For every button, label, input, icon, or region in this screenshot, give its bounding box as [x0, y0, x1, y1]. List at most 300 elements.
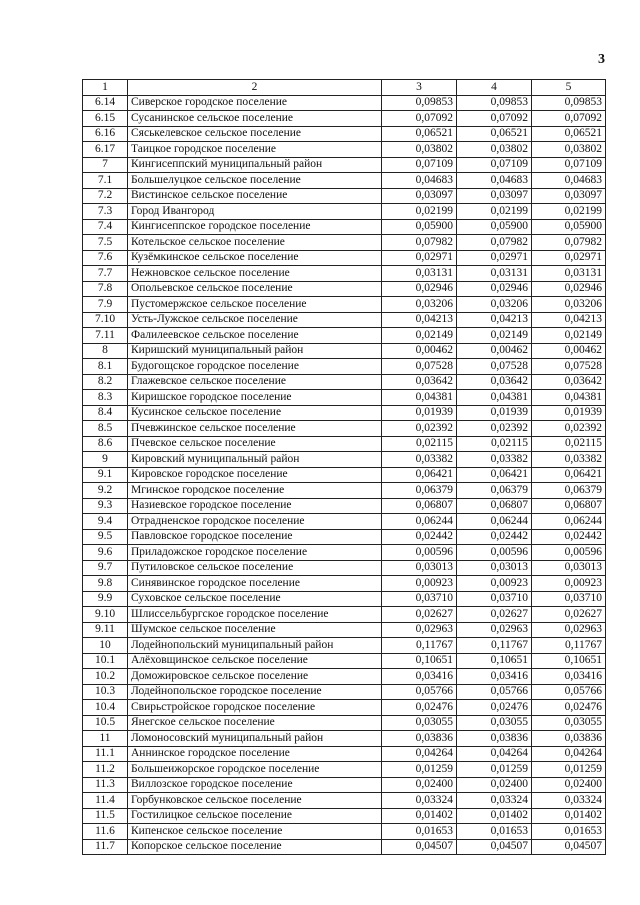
table-row [83, 328, 606, 344]
header-row [83, 80, 606, 96]
table-row [83, 266, 606, 282]
value-col-5: 0,03013 [532, 560, 606, 576]
value-col-5: 0,03206 [532, 297, 606, 313]
value-col-5: 0,03324 [532, 793, 606, 809]
value-col-3: 0,07109 [382, 157, 457, 173]
value-col-3: 0,03324 [382, 793, 457, 809]
value-col-5: 0,09853 [532, 95, 606, 111]
value-col-4: 0,06244 [457, 514, 532, 530]
value-col-3: 0,03131 [382, 266, 457, 282]
row-number: 9.9 [83, 591, 128, 607]
value-col-3: 0,02946 [382, 281, 457, 297]
value-col-3: 0,05900 [382, 219, 457, 235]
row-number: 6.16 [83, 126, 128, 142]
row-number: 8.1 [83, 359, 128, 375]
value-col-4: 0,06421 [457, 467, 532, 483]
table-row [83, 483, 606, 499]
header-col-4: 4 [457, 80, 532, 96]
settlement-name: Нежновское сельское поселение [128, 266, 382, 282]
value-col-5: 0,04213 [532, 312, 606, 328]
value-col-4: 0,01259 [457, 762, 532, 778]
row-number: 6.14 [83, 95, 128, 111]
value-col-5: 0,03097 [532, 188, 606, 204]
row-number: 9.1 [83, 467, 128, 483]
row-number: 7.2 [83, 188, 128, 204]
table-row [83, 545, 606, 561]
row-number: 10 [83, 638, 128, 654]
row-number: 10.4 [83, 700, 128, 716]
value-col-4: 0,11767 [457, 638, 532, 654]
value-col-4: 0,06521 [457, 126, 532, 142]
settlement-name: Кузёмкинское сельское поселение [128, 250, 382, 266]
value-col-3: 0,01259 [382, 762, 457, 778]
value-col-3: 0,02400 [382, 777, 457, 793]
value-col-3: 0,03642 [382, 374, 457, 390]
value-col-4: 0,03710 [457, 591, 532, 607]
table-row [83, 95, 606, 111]
value-col-5: 0,01939 [532, 405, 606, 421]
value-col-4: 0,02115 [457, 436, 532, 452]
table-row [83, 591, 606, 607]
value-col-3: 0,02963 [382, 622, 457, 638]
table-row [83, 436, 606, 452]
value-col-4: 0,03324 [457, 793, 532, 809]
value-col-3: 0,03416 [382, 669, 457, 685]
value-col-3: 0,05766 [382, 684, 457, 700]
value-col-3: 0,06244 [382, 514, 457, 530]
table-row [83, 111, 606, 127]
row-number: 7.9 [83, 297, 128, 313]
value-col-4: 0,07109 [457, 157, 532, 173]
row-number: 9.6 [83, 545, 128, 561]
table-row [83, 281, 606, 297]
row-number: 9.2 [83, 483, 128, 499]
header-col-1: 1 [83, 80, 128, 96]
value-col-3: 0,03206 [382, 297, 457, 313]
value-col-5: 0,06244 [532, 514, 606, 530]
value-col-4: 0,03802 [457, 142, 532, 158]
table-row [83, 684, 606, 700]
row-number: 9 [83, 452, 128, 468]
value-col-5: 0,02400 [532, 777, 606, 793]
row-number: 11.6 [83, 824, 128, 840]
value-col-5: 0,02149 [532, 328, 606, 344]
value-col-5: 0,07092 [532, 111, 606, 127]
settlement-name: Киришский муниципальный район [128, 343, 382, 359]
value-col-5: 0,07528 [532, 359, 606, 375]
table-row [83, 421, 606, 437]
settlement-name: Гостилицкое сельское поселение [128, 808, 382, 824]
table-row [83, 824, 606, 840]
value-col-3: 0,04381 [382, 390, 457, 406]
row-number: 6.17 [83, 142, 128, 158]
table-row [83, 235, 606, 251]
settlement-name: Павловское городское поселение [128, 529, 382, 545]
settlement-name: Большеижорское городское поселение [128, 762, 382, 778]
value-col-4: 0,03642 [457, 374, 532, 390]
row-number: 11.7 [83, 839, 128, 855]
value-col-5: 0,02115 [532, 436, 606, 452]
value-col-4: 0,03131 [457, 266, 532, 282]
table-row [83, 173, 606, 189]
settlement-name: Кипенское сельское поселение [128, 824, 382, 840]
table-row [83, 529, 606, 545]
table-row [83, 343, 606, 359]
row-number: 11.5 [83, 808, 128, 824]
table-row [83, 452, 606, 468]
settlement-name: Шлиссельбургское городское поселение [128, 607, 382, 623]
value-col-5: 0,02199 [532, 204, 606, 220]
row-number: 8.4 [83, 405, 128, 421]
value-col-3: 0,11767 [382, 638, 457, 654]
settlement-name: Кингисеппский муниципальный район [128, 157, 382, 173]
value-col-3: 0,04213 [382, 312, 457, 328]
table-row [83, 374, 606, 390]
value-col-5: 0,04264 [532, 746, 606, 762]
table-row [83, 700, 606, 716]
table-row [83, 157, 606, 173]
settlement-name: Таицкое городское поселение [128, 142, 382, 158]
settlement-name: Город Ивангород [128, 204, 382, 220]
settlement-name: Кусинское сельское поселение [128, 405, 382, 421]
value-col-5: 0,06379 [532, 483, 606, 499]
value-col-4: 0,02149 [457, 328, 532, 344]
table-row [83, 312, 606, 328]
settlement-name: Виллозское городское поселение [128, 777, 382, 793]
value-col-3: 0,07528 [382, 359, 457, 375]
settlement-name: Кировский муниципальный район [128, 452, 382, 468]
value-col-3: 0,00923 [382, 576, 457, 592]
value-col-3: 0,09853 [382, 95, 457, 111]
value-col-5: 0,11767 [532, 638, 606, 654]
value-col-5: 0,02627 [532, 607, 606, 623]
value-col-4: 0,03206 [457, 297, 532, 313]
value-col-3: 0,00596 [382, 545, 457, 561]
value-col-3: 0,03013 [382, 560, 457, 576]
row-number: 7.7 [83, 266, 128, 282]
table-row [83, 669, 606, 685]
row-number: 9.11 [83, 622, 128, 638]
value-col-5: 0,05900 [532, 219, 606, 235]
settlement-name: Пчевское сельское поселение [128, 436, 382, 452]
settlement-name: Копорское сельское поселение [128, 839, 382, 855]
value-col-5: 0,04683 [532, 173, 606, 189]
row-number: 7 [83, 157, 128, 173]
row-number: 9.3 [83, 498, 128, 514]
table-row [83, 390, 606, 406]
header-col-5: 5 [532, 80, 606, 96]
value-col-4: 0,09853 [457, 95, 532, 111]
settlement-name: Назиевское городское поселение [128, 498, 382, 514]
settlement-name: Янегское сельское поселение [128, 715, 382, 731]
settlement-name: Алёховщинское сельское поселение [128, 653, 382, 669]
settlement-name: Синявинское городское поселение [128, 576, 382, 592]
settlement-name: Ломоносовский муниципальный район [128, 731, 382, 747]
row-number: 7.1 [83, 173, 128, 189]
value-col-5: 0,07982 [532, 235, 606, 251]
value-col-4: 0,00596 [457, 545, 532, 561]
value-col-4: 0,03013 [457, 560, 532, 576]
table-row [83, 142, 606, 158]
value-col-4: 0,05766 [457, 684, 532, 700]
value-col-4: 0,02400 [457, 777, 532, 793]
table-row [83, 204, 606, 220]
value-col-3: 0,00462 [382, 343, 457, 359]
settlement-name: Суховское сельское поселение [128, 591, 382, 607]
table-row [83, 219, 606, 235]
value-col-5: 0,10651 [532, 653, 606, 669]
value-col-5: 0,02476 [532, 700, 606, 716]
value-col-5: 0,00462 [532, 343, 606, 359]
settlement-name: Вистинское сельское поселение [128, 188, 382, 204]
table-row [83, 188, 606, 204]
value-col-4: 0,02627 [457, 607, 532, 623]
value-col-4: 0,04381 [457, 390, 532, 406]
value-col-4: 0,02476 [457, 700, 532, 716]
value-col-4: 0,07528 [457, 359, 532, 375]
table-row [83, 607, 606, 623]
settlement-name: Кингисеппское городское поселение [128, 219, 382, 235]
table-row [83, 514, 606, 530]
row-number: 11 [83, 731, 128, 747]
value-col-3: 0,03836 [382, 731, 457, 747]
value-col-5: 0,01259 [532, 762, 606, 778]
settlement-name: Сиверское городское поселение [128, 95, 382, 111]
row-number: 7.3 [83, 204, 128, 220]
settlement-name: Большелуцкое сельское поселение [128, 173, 382, 189]
value-col-3: 0,01402 [382, 808, 457, 824]
value-col-4: 0,07092 [457, 111, 532, 127]
value-col-5: 0,07109 [532, 157, 606, 173]
value-col-4: 0,01653 [457, 824, 532, 840]
value-col-3: 0,02476 [382, 700, 457, 716]
value-col-5: 0,04507 [532, 839, 606, 855]
value-col-3: 0,03097 [382, 188, 457, 204]
table-row [83, 762, 606, 778]
value-col-4: 0,02971 [457, 250, 532, 266]
value-col-3: 0,03055 [382, 715, 457, 731]
value-col-4: 0,03416 [457, 669, 532, 685]
value-col-5: 0,03710 [532, 591, 606, 607]
value-col-4: 0,04507 [457, 839, 532, 855]
value-col-4: 0,03836 [457, 731, 532, 747]
value-col-5: 0,01402 [532, 808, 606, 824]
row-number: 7.5 [83, 235, 128, 251]
value-col-5: 0,00923 [532, 576, 606, 592]
value-col-3: 0,01653 [382, 824, 457, 840]
header-col-2: 2 [128, 80, 382, 96]
value-col-5: 0,02946 [532, 281, 606, 297]
table-row [83, 405, 606, 421]
settlement-name: Доможировское сельское поселение [128, 669, 382, 685]
value-col-5: 0,03416 [532, 669, 606, 685]
value-col-5: 0,06807 [532, 498, 606, 514]
table-row [83, 808, 606, 824]
settlement-name: Кировское городское поселение [128, 467, 382, 483]
row-number: 9.8 [83, 576, 128, 592]
value-col-4: 0,01402 [457, 808, 532, 824]
settlement-name: Опольевское сельское поселение [128, 281, 382, 297]
value-col-3: 0,07092 [382, 111, 457, 127]
row-number: 9.4 [83, 514, 128, 530]
value-col-3: 0,02627 [382, 607, 457, 623]
value-col-3: 0,02442 [382, 529, 457, 545]
value-col-4: 0,02946 [457, 281, 532, 297]
value-col-4: 0,07982 [457, 235, 532, 251]
table-row [83, 560, 606, 576]
value-col-5: 0,05766 [532, 684, 606, 700]
value-col-3: 0,02115 [382, 436, 457, 452]
value-col-3: 0,03710 [382, 591, 457, 607]
value-col-3: 0,07982 [382, 235, 457, 251]
value-col-5: 0,02392 [532, 421, 606, 437]
row-number: 10.2 [83, 669, 128, 685]
value-col-3: 0,04683 [382, 173, 457, 189]
value-col-4: 0,02199 [457, 204, 532, 220]
value-col-5: 0,03382 [532, 452, 606, 468]
value-col-4: 0,04213 [457, 312, 532, 328]
value-col-3: 0,10651 [382, 653, 457, 669]
value-col-3: 0,02199 [382, 204, 457, 220]
settlement-name: Отрадненское городское поселение [128, 514, 382, 530]
table-row [83, 467, 606, 483]
value-col-3: 0,06521 [382, 126, 457, 142]
settlement-name: Сяськелевское сельское поселение [128, 126, 382, 142]
row-number: 8.5 [83, 421, 128, 437]
table-row [83, 359, 606, 375]
row-number: 7.8 [83, 281, 128, 297]
table-row [83, 126, 606, 142]
value-col-5: 0,06421 [532, 467, 606, 483]
table-row [83, 793, 606, 809]
settlement-name: Глажевское сельское поселение [128, 374, 382, 390]
settlement-name: Лодейнопольское городское поселение [128, 684, 382, 700]
settlement-name: Шумское сельское поселение [128, 622, 382, 638]
row-number: 9.10 [83, 607, 128, 623]
row-number: 9.7 [83, 560, 128, 576]
row-number: 10.3 [83, 684, 128, 700]
value-col-4: 0,00923 [457, 576, 532, 592]
value-col-4: 0,03055 [457, 715, 532, 731]
settlement-name: Котельское сельское поселение [128, 235, 382, 251]
row-number: 11.2 [83, 762, 128, 778]
row-number: 7.4 [83, 219, 128, 235]
value-col-4: 0,00462 [457, 343, 532, 359]
table-row [83, 297, 606, 313]
data-table [82, 79, 606, 855]
table-row [83, 653, 606, 669]
row-number: 8.6 [83, 436, 128, 452]
table-row [83, 498, 606, 514]
row-number: 11.1 [83, 746, 128, 762]
value-col-5: 0,02963 [532, 622, 606, 638]
value-col-5: 0,03802 [532, 142, 606, 158]
table-row [83, 576, 606, 592]
value-col-4: 0,04683 [457, 173, 532, 189]
row-number: 6.15 [83, 111, 128, 127]
value-col-3: 0,02971 [382, 250, 457, 266]
value-col-3: 0,06421 [382, 467, 457, 483]
row-number: 8.2 [83, 374, 128, 390]
value-col-5: 0,03131 [532, 266, 606, 282]
settlement-name: Сусанинское сельское поселение [128, 111, 382, 127]
settlement-name: Аннинское городское поселение [128, 746, 382, 762]
table-row [83, 638, 606, 654]
settlement-name: Пчевжинское сельское поселение [128, 421, 382, 437]
row-number: 7.10 [83, 312, 128, 328]
value-col-3: 0,06807 [382, 498, 457, 514]
value-col-4: 0,01939 [457, 405, 532, 421]
row-number: 7.6 [83, 250, 128, 266]
row-number: 10.1 [83, 653, 128, 669]
table-row [83, 746, 606, 762]
value-col-4: 0,10651 [457, 653, 532, 669]
value-col-3: 0,03382 [382, 452, 457, 468]
page-number: 3 [598, 52, 605, 67]
row-number: 7.11 [83, 328, 128, 344]
value-col-4: 0,06807 [457, 498, 532, 514]
value-col-5: 0,06521 [532, 126, 606, 142]
table-row [83, 777, 606, 793]
value-col-4: 0,06379 [457, 483, 532, 499]
value-col-4: 0,05900 [457, 219, 532, 235]
settlement-name: Мгинское городское поселение [128, 483, 382, 499]
value-col-5: 0,00596 [532, 545, 606, 561]
value-col-5: 0,03642 [532, 374, 606, 390]
settlement-name: Путиловское сельское поселение [128, 560, 382, 576]
settlement-name: Приладожское городское поселение [128, 545, 382, 561]
value-col-3: 0,06379 [382, 483, 457, 499]
settlement-name: Фалилеевское сельское поселение [128, 328, 382, 344]
row-number: 11.3 [83, 777, 128, 793]
value-col-3: 0,04507 [382, 839, 457, 855]
row-number: 8.3 [83, 390, 128, 406]
value-col-5: 0,02442 [532, 529, 606, 545]
row-number: 10.5 [83, 715, 128, 731]
table-body [83, 95, 606, 855]
value-col-5: 0,03836 [532, 731, 606, 747]
settlement-name: Будогощское городское поселение [128, 359, 382, 375]
header-col-3: 3 [382, 80, 457, 96]
row-number: 8 [83, 343, 128, 359]
row-number: 11.4 [83, 793, 128, 809]
value-col-4: 0,02442 [457, 529, 532, 545]
settlement-name: Киришское городское поселение [128, 390, 382, 406]
value-col-3: 0,01939 [382, 405, 457, 421]
table-header [83, 80, 606, 96]
settlement-name: Усть-Лужское сельское поселение [128, 312, 382, 328]
value-col-5: 0,02971 [532, 250, 606, 266]
value-col-5: 0,03055 [532, 715, 606, 731]
value-col-4: 0,02963 [457, 622, 532, 638]
settlement-name: Свирьстройское городское поселение [128, 700, 382, 716]
value-col-5: 0,01653 [532, 824, 606, 840]
settlement-name: Пустомержское сельское поселение [128, 297, 382, 313]
table-row [83, 250, 606, 266]
value-col-4: 0,02392 [457, 421, 532, 437]
settlement-name: Лодейнопольский муниципальный район [128, 638, 382, 654]
table-row [83, 622, 606, 638]
value-col-3: 0,02392 [382, 421, 457, 437]
value-col-3: 0,03802 [382, 142, 457, 158]
table-row [83, 715, 606, 731]
value-col-4: 0,03382 [457, 452, 532, 468]
row-number: 9.5 [83, 529, 128, 545]
table-row [83, 839, 606, 855]
value-col-5: 0,04381 [532, 390, 606, 406]
value-col-4: 0,03097 [457, 188, 532, 204]
settlement-name: Горбунковское сельское поселение [128, 793, 382, 809]
